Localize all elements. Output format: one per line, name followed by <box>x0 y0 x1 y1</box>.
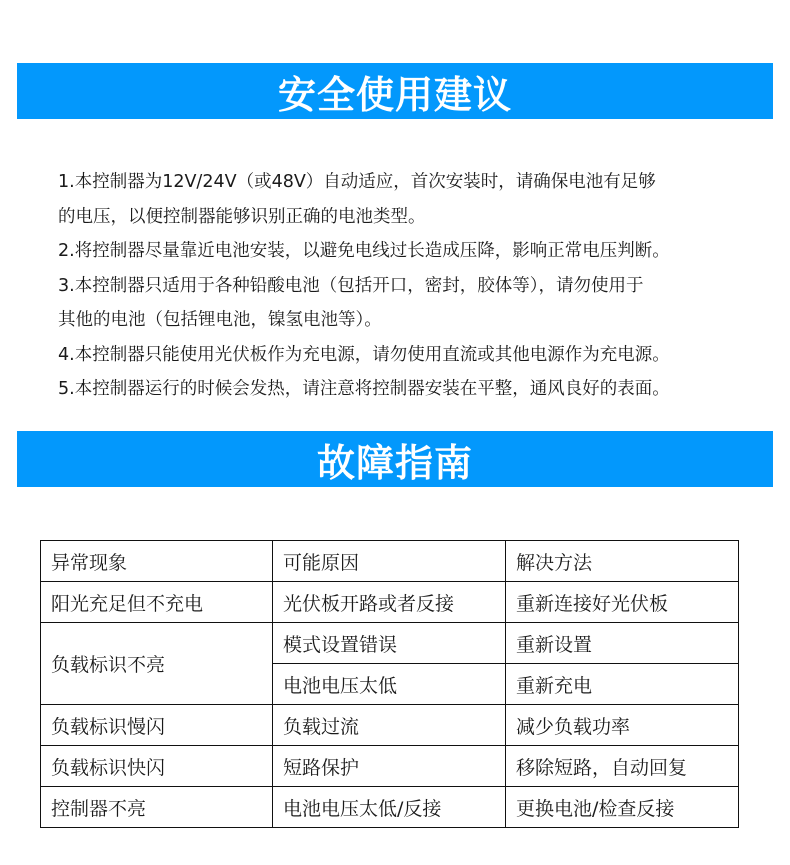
safety-section-title: 安全使用建议 <box>17 63 773 119</box>
symptom-cell: 阳光充足但不充电 <box>41 582 273 623</box>
table-row <box>41 705 739 746</box>
cause-cell: 短路保护 <box>273 746 506 787</box>
cause-cell: 电池电压太低 <box>273 664 506 705</box>
safety-note-line: 1.本控制器为12V/24V（或48V）自动适应，首次安装时，请确保电池有足够 <box>58 172 656 192</box>
safety-note-line: 3.本控制器只适用于各种铅酸电池（包括开口，密封，胶体等），请勿使用于 <box>58 275 644 296</box>
table-row <box>41 787 739 828</box>
safety-note-line: 2.将控制器尽量靠近电池安装，以避免电线过长造成压降，影响正常电压判断。 <box>58 241 670 261</box>
symptom-cell: 负载标识慢闪 <box>41 705 273 746</box>
header-symptom: 异常现象 <box>41 541 273 582</box>
safety-note-line: 5.本控制器运行的时候会发热，请注意将控制器安装在平整，通风良好的表面。 <box>58 379 670 399</box>
fault-guide-table <box>40 540 739 828</box>
fault-guide-title: 故障指南 <box>17 431 773 487</box>
table-row <box>41 582 739 623</box>
table-header-row <box>41 541 739 582</box>
cause-cell: 光伏板开路或者反接 <box>273 582 506 623</box>
symptom-cell: 负载标识不亮 <box>41 623 273 705</box>
safety-note-line: 其他的电池（包括锂电池，镍氢电池等）。 <box>58 310 382 330</box>
fix-cell: 更换电池/检查反接 <box>506 787 739 828</box>
fix-cell: 重新设置 <box>506 623 739 664</box>
cause-cell: 电池电压太低/反接 <box>273 787 506 828</box>
table-row <box>41 746 739 787</box>
symptom-cell: 负载标识快闪 <box>41 746 273 787</box>
fix-cell: 减少负载功率 <box>506 705 739 746</box>
fix-cell: 重新充电 <box>506 664 739 705</box>
cause-cell: 负载过流 <box>273 705 506 746</box>
fix-cell: 重新连接好光伏板 <box>506 582 739 623</box>
header-fix: 解决方法 <box>506 541 739 582</box>
header-cause: 可能原因 <box>273 541 506 582</box>
safety-notes <box>58 165 768 407</box>
safety-note-line: 4.本控制器只能使用光伏板作为充电源，请勿使用直流或其他电源作为充电源。 <box>58 344 670 365</box>
safety-note-line: 的电压，以便控制器能够识别正确的电池类型。 <box>58 206 426 227</box>
cause-cell: 模式设置错误 <box>273 623 506 664</box>
fix-cell: 移除短路，自动回复 <box>506 746 739 787</box>
table-row <box>41 623 739 664</box>
symptom-cell: 控制器不亮 <box>41 787 273 828</box>
